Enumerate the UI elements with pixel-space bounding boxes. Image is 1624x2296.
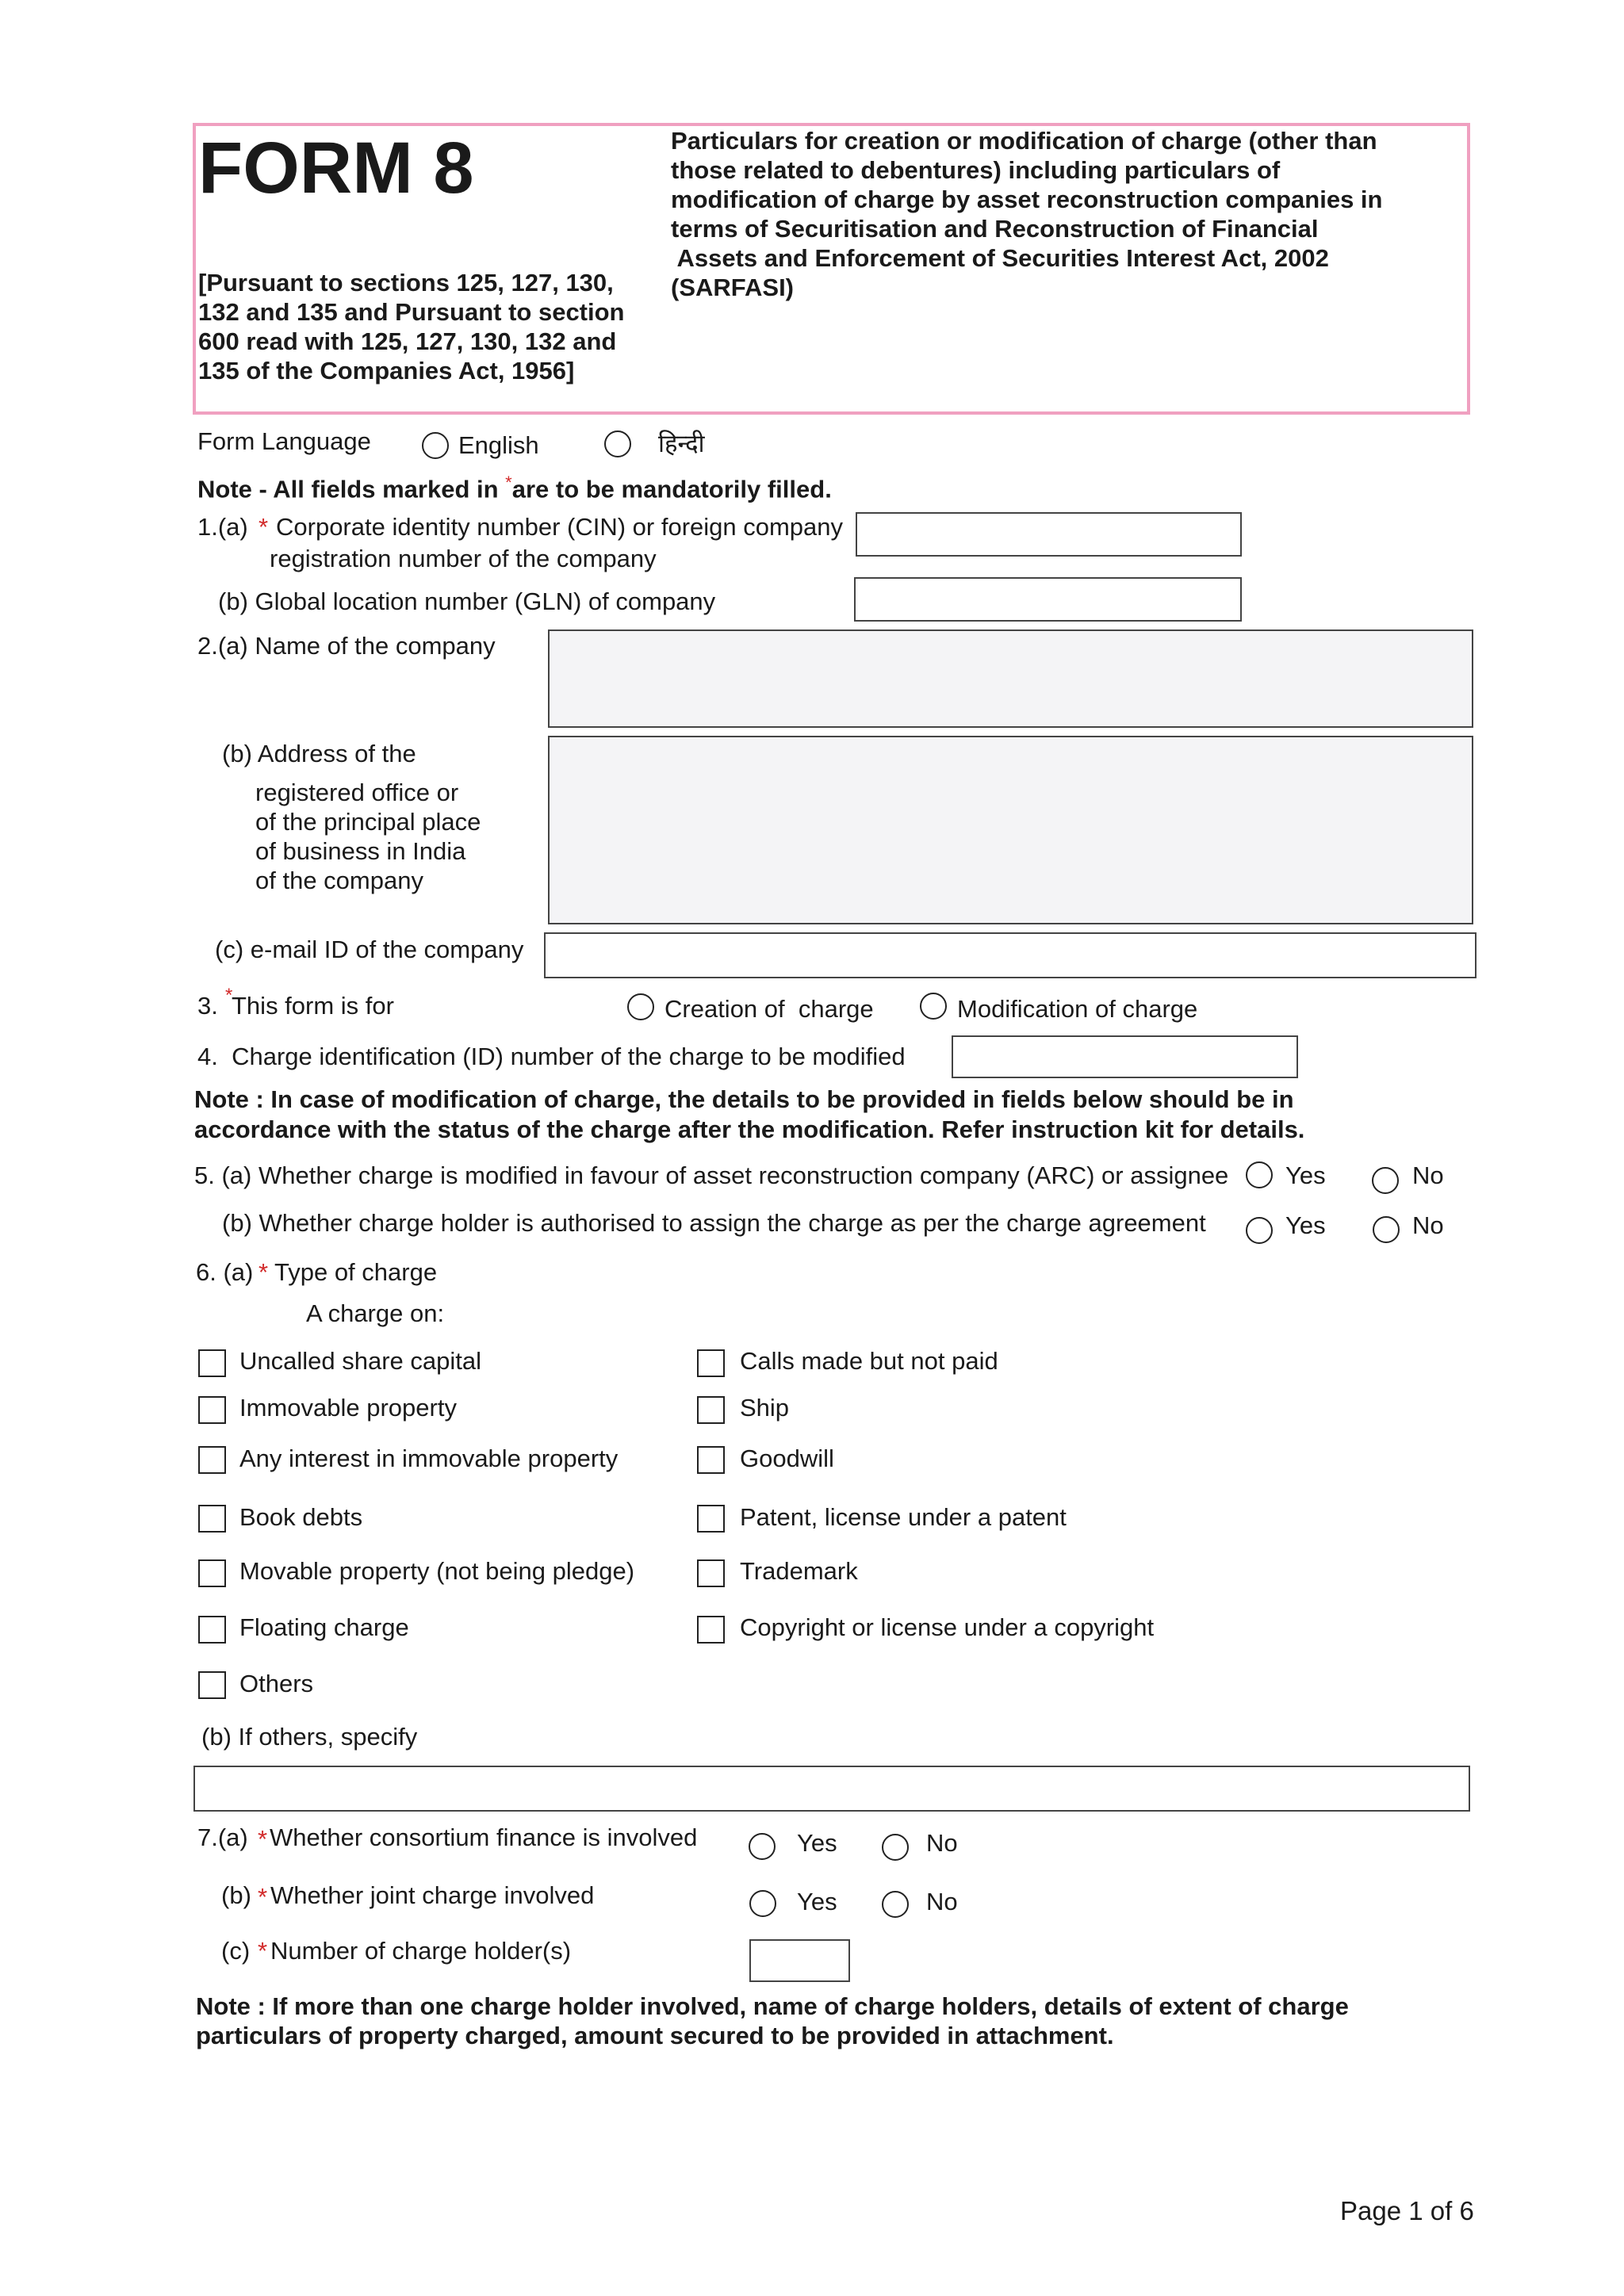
q1a-number: 1.(a): [197, 513, 248, 541]
pursuant-line-1: [Pursuant to sections 125, 127, 130,: [198, 269, 614, 297]
form-title: FORM 8: [198, 128, 474, 209]
q5b-yes-label: Yes: [1285, 1211, 1326, 1239]
charge-on-label: A charge on:: [306, 1299, 445, 1327]
q7c-star: *: [258, 1937, 268, 1965]
description-line-4: terms of Securitisation and Reconstruction of Financial: [671, 215, 1319, 243]
patent-checkbox[interactable]: [697, 1505, 725, 1533]
note-mandatory-before: Note - All fields marked in: [197, 475, 506, 503]
note-charge-holders-line-2: particulars of property charged, amount secured to be provided in attachment.: [196, 2022, 1114, 2049]
q3-number: 3.: [197, 992, 218, 1020]
immovable-property-label: Immovable property: [239, 1394, 457, 1422]
goodwill-checkbox[interactable]: [697, 1446, 725, 1474]
q5b-no-label: No: [1412, 1211, 1444, 1239]
company-name-field[interactable]: [548, 629, 1473, 728]
mandatory-star: *: [505, 473, 512, 492]
trademark-label: Trademark: [740, 1557, 858, 1585]
q2b-line-3: of business in India: [255, 837, 466, 865]
calls-made-not-paid-label: Calls made but not paid: [740, 1347, 998, 1375]
note-modification-line-1: Note : In case of modification of charge, the details to be provided in fields below should be in: [194, 1085, 1294, 1113]
q6a-number: 6. (a): [196, 1258, 254, 1286]
q7a-star: *: [258, 1825, 268, 1853]
interest-immovable-property-checkbox[interactable]: [198, 1446, 226, 1474]
q2a-label: 2.(a) Name of the company: [197, 632, 496, 660]
pursuant-line-4: 135 of the Companies Act, 1956]: [198, 357, 575, 385]
language-hindi-label: हिन्दी: [658, 430, 705, 457]
q5b-no-radio[interactable]: [1373, 1216, 1400, 1243]
others-label: Others: [239, 1670, 314, 1697]
gln-input[interactable]: [854, 577, 1242, 622]
q2c-label: (c) e-mail ID of the company: [215, 936, 524, 963]
consortium-no-label: No: [926, 1829, 958, 1857]
page-number: Page 1 of 6: [1340, 2196, 1474, 2225]
floating-charge-checkbox[interactable]: [198, 1616, 226, 1644]
q5a-no-radio[interactable]: [1372, 1167, 1399, 1194]
cin-input[interactable]: [856, 512, 1242, 557]
movable-property-label: Movable property (not being pledge): [239, 1557, 635, 1585]
charge-holders-count-input[interactable]: [749, 1939, 850, 1982]
q7b-label: Whether joint charge involved: [270, 1881, 595, 1909]
description-line-3: modification of charge by asset reconstruction companies in: [671, 186, 1383, 213]
note-mandatory: [197, 468, 832, 503]
consortium-no-radio[interactable]: [882, 1834, 909, 1861]
registered-address-field[interactable]: [548, 736, 1473, 924]
joint-charge-yes-label: Yes: [797, 1888, 837, 1915]
patent-label: Patent, license under a patent: [740, 1503, 1067, 1531]
immovable-property-checkbox[interactable]: [198, 1396, 226, 1424]
q1b-label: (b) Global location number (GLN) of company: [218, 587, 716, 615]
note-modification-line-2: accordance with the status of the charge after the modification. Refer instruction kit for details.: [194, 1115, 1305, 1143]
language-hindi-radio[interactable]: [604, 430, 631, 457]
consortium-yes-radio[interactable]: [749, 1833, 776, 1860]
description-line-5: Assets and Enforcement of Securities Interest Act, 2002: [671, 244, 1329, 272]
q3-star: *: [225, 985, 233, 1006]
q3-label: This form is for: [232, 992, 394, 1020]
pursuant-line-3: 600 read with 125, 127, 130, 132 and: [198, 327, 617, 355]
creation-of-charge-label: Creation of charge: [665, 995, 874, 1023]
q6b-label: (b) If others, specify: [201, 1723, 418, 1751]
q5a-no-label: No: [1412, 1161, 1444, 1189]
creation-of-charge-radio[interactable]: [627, 993, 654, 1020]
charge-id-input[interactable]: [952, 1035, 1298, 1078]
book-debts-checkbox[interactable]: [198, 1505, 226, 1533]
q2b-line-1: registered office or: [255, 779, 459, 806]
q5a-yes-radio[interactable]: [1246, 1161, 1273, 1188]
description-line-6: (SARFASI): [671, 274, 794, 301]
q5b-label: (b) Whether charge holder is authorised to assign the charge as per the charge agreement: [222, 1209, 1206, 1237]
copyright-checkbox[interactable]: [697, 1616, 725, 1644]
q7a-label: Whether consortium finance is involved: [270, 1823, 698, 1851]
ship-label: Ship: [740, 1394, 790, 1422]
interest-immovable-property-label: Any interest in immovable property: [239, 1445, 619, 1472]
q7b-number: (b): [221, 1881, 251, 1909]
q1a-star: *: [259, 513, 269, 541]
q6a-label: Type of charge: [274, 1258, 438, 1286]
ship-checkbox[interactable]: [697, 1396, 725, 1424]
q2b-label: (b) Address of the: [222, 740, 416, 767]
joint-charge-no-label: No: [926, 1888, 958, 1915]
q4-label: 4. Charge identification (ID) number of the charge to be modified: [197, 1043, 906, 1070]
uncalled-share-capital-checkbox[interactable]: [198, 1349, 226, 1377]
uncalled-share-capital-label: Uncalled share capital: [239, 1347, 482, 1375]
q5b-yes-radio[interactable]: [1246, 1217, 1273, 1244]
description-line-1: Particulars for creation or modification of charge (other than: [671, 127, 1377, 155]
company-email-input[interactable]: [544, 932, 1477, 978]
modification-of-charge-label: Modification of charge: [957, 995, 1198, 1023]
trademark-checkbox[interactable]: [697, 1559, 725, 1587]
others-specify-input[interactable]: [193, 1766, 1470, 1812]
pursuant-line-2: 132 and 135 and Pursuant to section: [198, 298, 625, 326]
q7a-number: 7.(a): [197, 1823, 248, 1851]
q5a-label: 5. (a) Whether charge is modified in favour of asset reconstruction company (ARC) or assignee: [194, 1161, 1229, 1189]
goodwill-label: Goodwill: [740, 1445, 834, 1472]
others-checkbox[interactable]: [198, 1671, 226, 1699]
copyright-label: Copyright or license under a copyright: [740, 1613, 1155, 1641]
q2b-line-4: of the company: [255, 867, 423, 894]
note-charge-holders-line-1: Note : If more than one charge holder involved, name of charge holders, details of extent of charge: [196, 1992, 1349, 2020]
form-language-label: Form Language: [197, 427, 371, 455]
language-english-radio[interactable]: [422, 432, 449, 459]
movable-property-checkbox[interactable]: [198, 1559, 226, 1587]
q1a-label-1: Corporate identity number (CIN) or foreign company: [276, 513, 844, 541]
q1a-label-2: registration number of the company: [270, 545, 657, 572]
joint-charge-no-radio[interactable]: [882, 1891, 909, 1918]
q7b-star: *: [258, 1883, 268, 1911]
language-english-label: English: [458, 431, 539, 459]
book-debts-label: Book debts: [239, 1503, 363, 1531]
joint-charge-yes-radio[interactable]: [749, 1890, 776, 1917]
q5a-yes-label: Yes: [1285, 1161, 1326, 1189]
calls-made-not-paid-checkbox[interactable]: [697, 1349, 725, 1377]
q7c-number: (c): [221, 1937, 251, 1965]
consortium-yes-label: Yes: [797, 1829, 837, 1857]
floating-charge-label: Floating charge: [239, 1613, 409, 1641]
q2b-line-2: of the principal place: [255, 808, 481, 836]
q6a-star: *: [259, 1258, 269, 1286]
modification-of-charge-radio[interactable]: [920, 993, 947, 1020]
note-mandatory-after: are to be mandatorily filled.: [511, 475, 832, 503]
description-line-2: those related to debentures) including particulars of: [671, 156, 1281, 184]
q7c-label: Number of charge holder(s): [270, 1937, 572, 1965]
